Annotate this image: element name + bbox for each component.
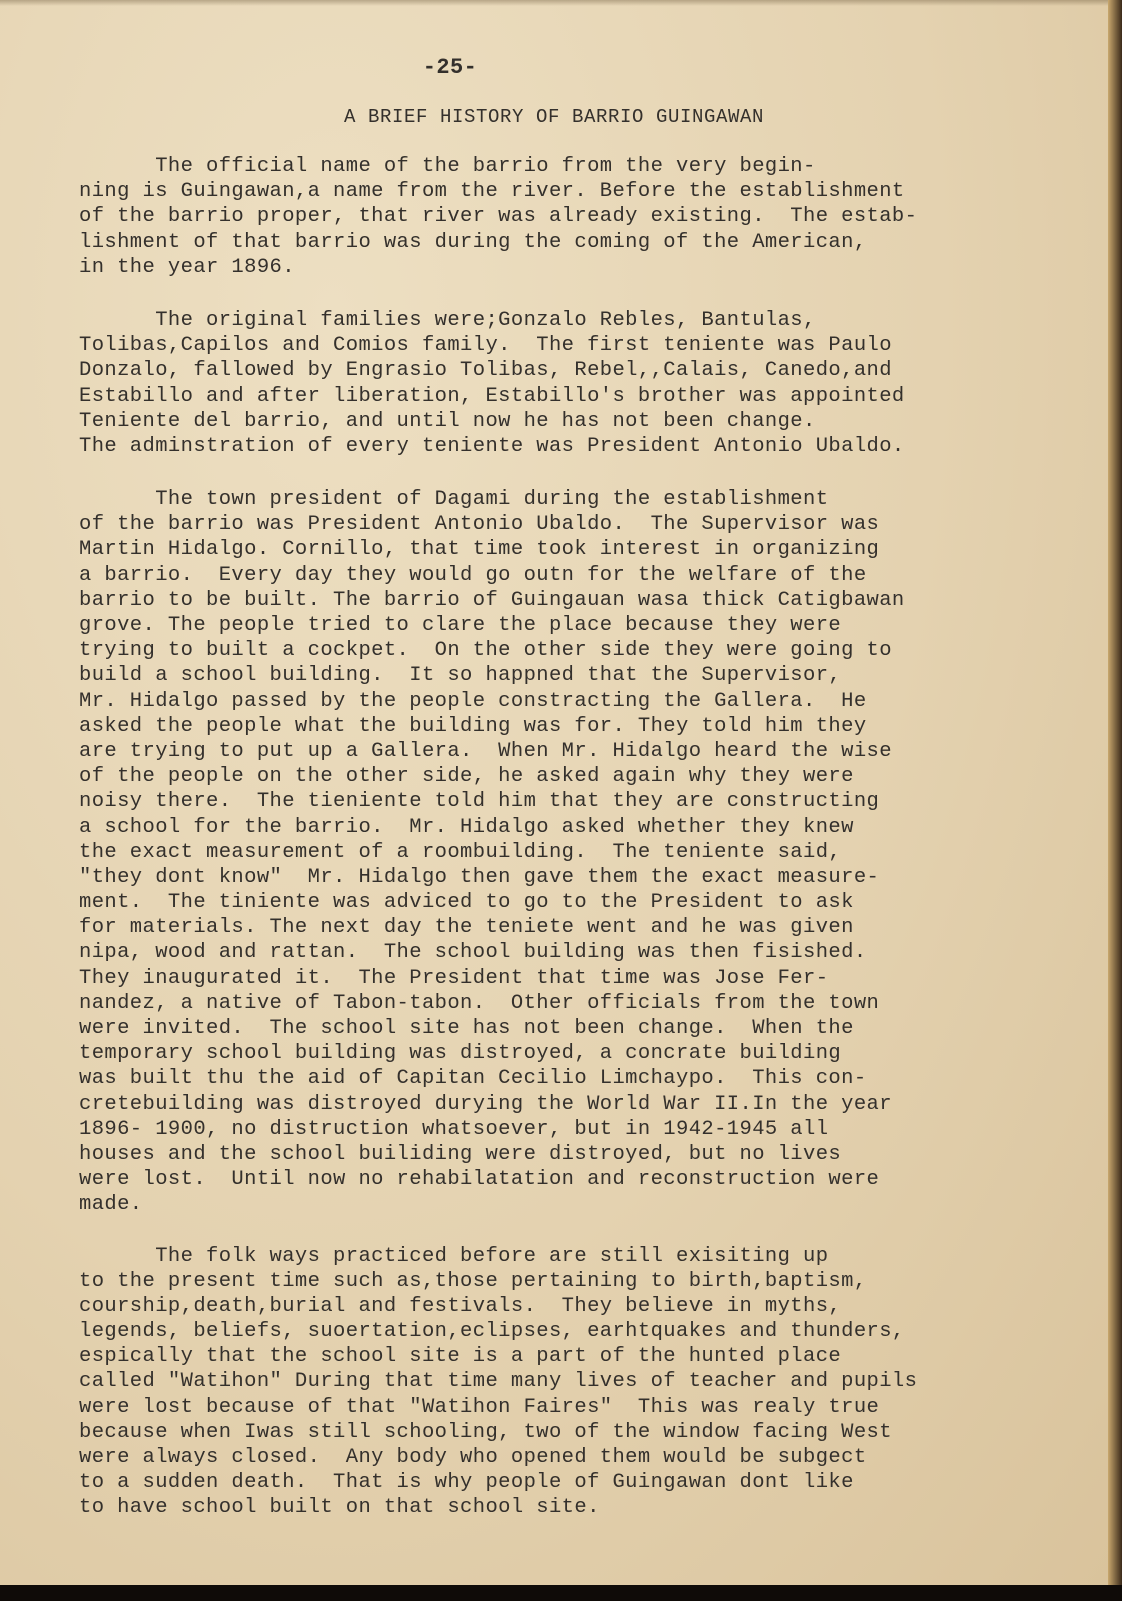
text-line: in the year 1896. (79, 255, 295, 279)
text-line: The original families were;Gonzalo Rebles, Bantulas, (79, 308, 816, 332)
paragraph-folk-ways (79, 1244, 1069, 1521)
page-top-shadow (0, 0, 1108, 6)
page-bottom-edge (0, 1585, 1122, 1601)
text-line: were always closed. Any body who opened them would be subgect (79, 1446, 867, 1469)
page-right-edge (1108, 0, 1122, 1601)
text-line: The town president of Dagami during the establishment (79, 488, 829, 512)
text-line: of the people on the other side, he asked again why they were (79, 765, 854, 789)
text-line: Teniente del barrio, and until now he has not been change. (79, 409, 816, 433)
text-line: grove. The people tried to clare the place because they were (79, 614, 842, 637)
text-line: The official name of the barrio from the very begin- (79, 155, 816, 178)
text-line: a barrio. Every day they would go outn for the welfare of the (79, 563, 867, 587)
text-line: barrio to be built. The barrio of Guingauan wasa thick Catigbawan (79, 588, 905, 612)
text-line: were invited. The school site has not been change. When the (79, 1017, 854, 1040)
text-line: to a sudden death. That is why people of Guingawan dont like (79, 1471, 854, 1495)
text-line: the exact measurement of a roombuilding. The teniente said, (79, 840, 842, 864)
text-line: trying to built a cockpet. On the other side they were going to (79, 639, 892, 663)
text-line: nipa, wood and rattan. The school building was then fisished. (79, 941, 867, 965)
text-line: "they dont know" Mr. Hidalgo then gave them the exact measure- (79, 865, 880, 889)
text-line: Tolibas,Capilos and Comios family. The first teniente was Paulo (79, 334, 892, 358)
text-line: are trying to put up a Gallera. When Mr. Hidalgo heard the wise (79, 739, 892, 763)
text-line: was built thu the aid of Capitan Cecilio Limchaypo. This con- (79, 1067, 867, 1091)
text-line: legends, beliefs, suoertation,eclipses, earhtquakes and thunders, (79, 1320, 905, 1344)
document-body (79, 154, 1069, 1549)
text-line: houses and the school builiding were distroyed, but no lives (79, 1142, 842, 1166)
text-line: to have school built on that school site. (79, 1496, 600, 1520)
text-line: for materials. The next day the teniete went and he was given (79, 916, 854, 940)
text-line: ment. The tiniente was adviced to go to the President to ask (79, 891, 854, 915)
text-line: Donzalo, fallowed by Engrasio Tolibas, Rebel,,Calais, Canedo,and (79, 359, 892, 383)
text-line: made. (79, 1193, 143, 1217)
text-line: to the present time such as,those pertaining to birth,baptism, (79, 1269, 867, 1293)
text-line: called "Watihon" During that time many lives of teacher and pupils (79, 1370, 918, 1394)
paragraph-official-name (79, 154, 1069, 280)
paragraph-town-president (79, 487, 1069, 1217)
text-line: were lost because of that "Watihon Faires" This was realy true (79, 1395, 880, 1419)
text-line: of the barrio was President Antonio Ubaldo. The Supervisor was (79, 513, 880, 537)
paragraph-original-families (79, 308, 1069, 459)
text-line: temporary school building was distroyed, a concrate building (79, 1042, 842, 1066)
text-line: courship,death,burial and festivals. They believe in myths, (79, 1294, 842, 1318)
text-line: nandez, a native of Tabon-tabon. Other officials from the town (79, 991, 880, 1015)
text-line: Estabillo and after liberation, Estabillo's brother was appointed (79, 384, 905, 408)
text-line: 1896- 1900, no distruction whatsoever, but in 1942-1945 all (79, 1117, 829, 1141)
text-line: Martin Hidalgo. Cornillo, that time took interest in organizing (79, 538, 880, 562)
text-line: They inaugurated it. The President that time was Jose Fer- (79, 966, 829, 990)
text-line: ning is Guingawan,a name from the river. Before the establishment (79, 180, 905, 204)
document-title: A BRIEF HISTORY OF BARRIO GUINGAWAN (343, 106, 765, 128)
page-number: -25- (422, 55, 478, 80)
text-line: of the barrio proper, that river was already existing. The estab- (79, 205, 918, 229)
text-line: build a school building. It so happned that the Supervisor, (79, 664, 842, 688)
text-line: noisy there. The tieniente told him that they are constructing (79, 790, 880, 814)
text-line: espically that the school site is a part of the hunted place (79, 1345, 842, 1369)
text-line: The adminstration of every teniente was President Antonio Ubaldo. (79, 434, 905, 458)
text-line: cretebuilding was distroyed durying the World War II.In the year (79, 1092, 892, 1116)
text-line: were lost. Until now no rehabilatation and reconstruction were (79, 1168, 880, 1192)
text-line: because when Iwas still schooling, two of the window facing West (79, 1420, 892, 1444)
text-line: lishment of that barrio was during the coming of the American, (79, 230, 867, 254)
text-line: asked the people what the building was for. They told him they (79, 714, 867, 738)
text-line: The folk ways practiced before are still exisiting up (79, 1244, 829, 1268)
text-line: Mr. Hidalgo passed by the people constracting the Gallera. He (79, 689, 867, 713)
text-line: a school for the barrio. Mr. Hidalgo asked whether they knew (79, 815, 854, 839)
